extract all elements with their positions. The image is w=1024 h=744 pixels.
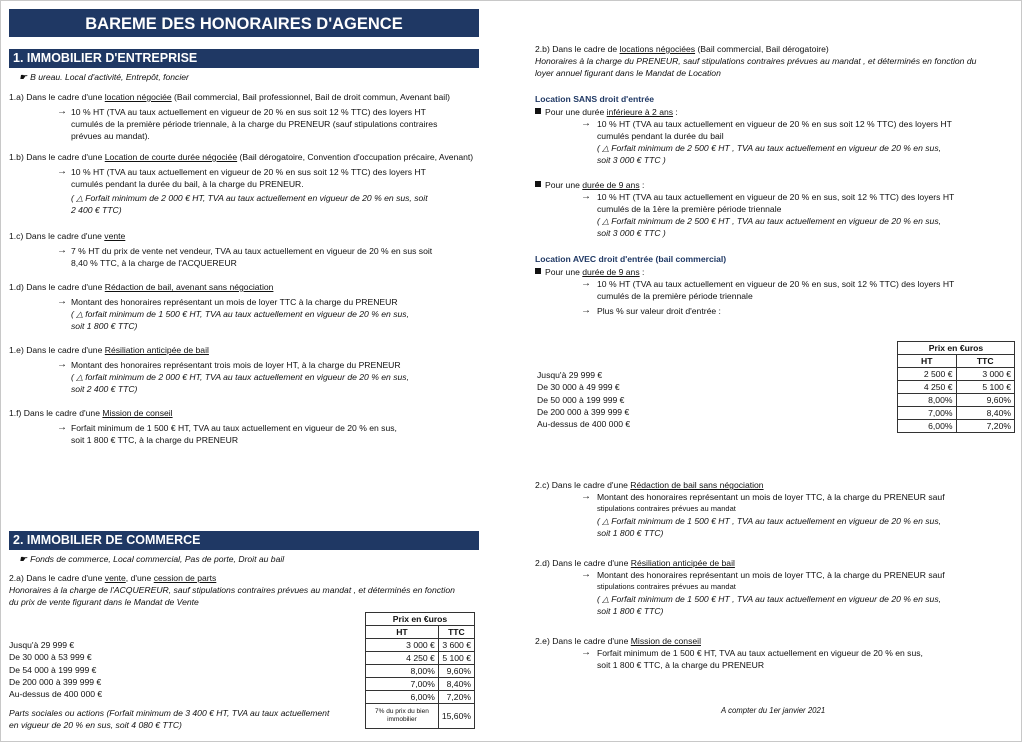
item-1f: 1.f) Dans le cadre d'une Mission de conseil [9, 408, 173, 418]
table-cell: 3 000 € [956, 368, 1015, 381]
sale-fee-table [365, 612, 475, 729]
tier-label: Au-dessus de 400 000 € [9, 689, 103, 700]
table-cell: 9,60% [956, 394, 1015, 407]
item-2d: 2.d) Dans le cadre d'une Résiliation anticipée de bail → Montant des honoraires représentant un mois de loyer TTC, à la charge du PRENEUR sauf stipulations contraires prévues au mandat ( △ Forfait minimum de 1 500 € HT , TVA au taux actuellement en vigueur de 20 % en sus, soit 1 800 € TTC) [535, 558, 945, 616]
sans-option-1: Pour une durée inférieure à 2 ans : [535, 106, 1019, 118]
section-1-header: 1. IMMOBILIER D'ENTREPRISE [9, 49, 479, 68]
droit-entree-fee-table [897, 341, 1015, 433]
effective-date: A compter du 1er janvier 2021 [721, 706, 826, 715]
arrow-icon: → [581, 191, 591, 202]
table-cell: 3 000 € [366, 639, 439, 652]
arrow-icon: → [57, 245, 67, 256]
item-2c: 2.c) Dans le cadre d'une Rédaction de bail sans négociation → Montant des honoraires représentant un mois de loyer TTC, à la charge du PRENEUR sauf stipulations contraires prévues au mandat ( △ Forfait minimum de 1 500 € HT , TVA au taux actuellement en vigueur de 20 % en sus, soit 1 800 € TTC) [535, 480, 945, 538]
bullet-square-icon [535, 268, 541, 274]
tier-label: De 54 000 à 199 999 € [9, 664, 97, 675]
item-2b: 2.b) Dans le cadre de locations négociées (Bail commercial, Bail dérogatoire) Honoraires à la charge du PRENEUR, sauf stipulations contraires prévues au mandat , et déterminés en fonction du loyer annuel figurant dans le Mandat de Location Location SANS droit d'entrée Pour une durée inférieure à 2 ans : → 10 % HT (TVA au taux actuellement en vigueur de 20 % en sus soit 12 % TTC) des loyers HT cumulés pendant la durée du bail ( △ Forfait minimum de 2 500 € HT , TVA au taux actuellement en vigueur de 20 % en sus, soit 3 000 € TTC ) Pour une durée de 9 ans : → 10 % HT (TVA au taux actuellement en vigueur de 20 % en sus, soit 12 % TTC) des loyers HT cumulés de la 1ère la première période triennale ( △ Forfait minimum de 2 500 € HT , TVA au taux actuellement en vigueur de 20 % en sus, soit 3 000 € TTC ) Location AVEC droit d'entrée (bail commercial) Pour une durée de 9 ans : → 10 % HT (TVA au taux actuellement en vigueur de 20 % en sus, soit 12 % TTC) des loyers HT cumulés de la première période triennale → Plus % sur valeur droit d'entrée : [535, 43, 1019, 317]
section-2 [9, 531, 479, 608]
item-1a-detail: → 10 % HT (TVA au taux actuellement en vigueur de 20 % en sus soit 12 % TTC) des loyers HT cumulés de la première période triennale, à la charge du PRENEUR (sauf stipulations contraires prévues au mandat). [57, 106, 438, 141]
table-cell: 5 100 € [438, 652, 474, 665]
table-cell: 7,00% [366, 678, 439, 691]
arrow-icon: → [57, 422, 67, 433]
table-cell: 9,60% [438, 665, 474, 678]
arrow-icon: → [57, 296, 67, 307]
avec-option-detail: → 10 % HT (TVA au taux actuellement en vigueur de 20 % en sus, soit 12 % TTC) des loyers HT cumulés de la première période triennale → Plus % sur valeur droit d'entrée : [581, 278, 955, 316]
table-cell: 4 250 € [898, 381, 957, 394]
section-2-subtitle: ☛ Fonds de commerce, Local commercial, Pas de porte, Droit au bail [19, 554, 285, 564]
table-cell: 2 500 € [898, 368, 957, 381]
pointing-hand-icon: ☛ [19, 72, 28, 82]
tier-label: De 30 000 à 49 999 € [537, 382, 620, 393]
section-2-header: 2. IMMOBILIER DE COMMERCE [9, 531, 479, 550]
arrow-icon: → [581, 118, 591, 129]
tier-label: Jusqu'à 29 999 € [9, 640, 75, 650]
arrow-icon: → [581, 491, 591, 502]
table-cell: 8,40% [956, 407, 1015, 420]
table-cell: 8,00% [366, 665, 439, 678]
table-cell: 6,00% [366, 691, 439, 704]
sans-title: Location SANS droit d'entrée [535, 94, 655, 104]
tier-label: Au-dessus de 400 000 € [537, 419, 631, 430]
tier-label: De 200 000 à 399 999 € [537, 406, 630, 417]
table-cell: 7% du prix du bien immobilier [366, 704, 439, 729]
table-cell: 7,20% [438, 691, 474, 704]
left-column [9, 1, 479, 730]
table-cell: 8,40% [438, 678, 474, 691]
bullet-square-icon [535, 108, 541, 114]
col-header-ttc: TTC [956, 355, 1015, 368]
table-cell: 7,00% [898, 407, 957, 420]
item-1c-detail: → 7 % HT du prix de vente net vendeur, TVA au taux actuellement en vigueur de 20 % en sus soit 8,40 % TTC, à la charge de l'ACQUEREUR [57, 245, 433, 268]
arrow-icon: → [581, 647, 591, 658]
arrow-icon: → [57, 359, 67, 370]
item-2a-note-1: Honoraires à la charge de l'ACQUEREUR, sauf stipulations contraires prévues au mandat , et déterminés en fonction [9, 585, 455, 595]
avec-option: Pour une durée de 9 ans : [535, 266, 1019, 278]
item-1a: 1.a) Dans le cadre d'une location négociée (Bail commercial, Bail professionnel, Bail de droit commun, Avenant bail) [9, 92, 450, 102]
table-cell: 8,00% [898, 394, 957, 407]
table-cell: 15,60% [438, 704, 474, 729]
col-header-ht: HT [898, 355, 957, 368]
item-1b: 1.b) Dans le cadre d'une Location de courte durée négociée (Bail dérogatoire, Convention d'occupation précaire, Avenant) [9, 152, 474, 162]
item-1d: 1.d) Dans le cadre d'une Rédaction de bail, avenant sans négociation [9, 282, 274, 292]
item-2e: 2.e) Dans le cadre d'une Mission de conseil → Forfait minimum de 1 500 € HT, TVA au taux actuellement en vigueur de 20 % en sus, soit 1 800 € TTC, à la charge du PRENEUR [535, 636, 923, 670]
table-title: Prix en €uros [366, 613, 475, 626]
table-cell: 4 250 € [366, 652, 439, 665]
parts-sociales-note: Parts sociales ou actions (Forfait minimum de 3 400 € HT, TVA au taux actuellement en vigueur de 20 % en sus, soit 4 080 € TTC) [9, 708, 330, 730]
col-header-ttc: TTC [438, 626, 474, 639]
item-2a-note-2: du prix de vente figurant dans le Mandat de Vente [9, 597, 199, 607]
table-cell: 6,00% [898, 420, 957, 433]
sans-option-2-detail: → 10 % HT (TVA au taux actuellement en vigueur de 20 % en sus, soit 12 % TTC) des loyers HT cumulés de la 1ère la première période triennale ( △ Forfait minimum de 2 500 € HT , TVA au taux actuellement en vigueur de 20 % en sus, soit 3 000 € TTC ) [581, 191, 955, 238]
item-1e: 1.e) Dans le cadre d'une Résiliation anticipée de bail [9, 345, 209, 355]
item-1e-detail: → Montant des honoraires représentant trois mois de loyer HT, à la charge du PRENEUR ( △ forfait minimum de 2 000 € HT, TVA au taux actuellement en vigueur de 20 % en sus, soit 2 400 € TTC) [57, 359, 409, 394]
section-1-subtitle: ☛ B ureau. Local d'activité, Entrepôt, foncier [19, 72, 189, 82]
pointing-hand-icon: ☛ [19, 554, 28, 564]
table-cell: 3 600 € [438, 639, 474, 652]
page-title: BAREME DES HONORAIRES D'AGENCE [9, 9, 479, 37]
tier-label: De 200 000 à 399 999 € [9, 676, 102, 687]
item-1b-detail: → 10 % HT (TVA au taux actuellement en vigueur de 20 % en sus soit 12 % TTC) des loyers HT cumulés pendant la durée du bail, à la charge du PRENEUR. ( △ Forfait minimum de 2 000 € HT, TVA au taux actuellement en vigueur de 20 % en sus, soit 2 400 € TTC) [57, 166, 428, 215]
arrow-icon: → [581, 278, 591, 289]
item-1f-detail: → Forfait minimum de 1 500 € HT, TVA au taux actuellement en vigueur de 20 % en sus, soit 1 800 € TTC, à la charge du PRENEUR [57, 422, 397, 445]
item-2a: 2.a) Dans le cadre d'une vente, d'une cession de parts [9, 573, 217, 583]
section-1 [9, 49, 479, 446]
sale-tiers [9, 639, 102, 700]
table-title: Prix en €uros [898, 342, 1015, 355]
table-cell: 7,20% [956, 420, 1015, 433]
tier-label: De 30 000 à 53 999 € [9, 652, 92, 663]
arrow-icon: → [581, 305, 591, 316]
arrow-icon: → [57, 106, 67, 117]
droit-entree-tiers [537, 369, 630, 430]
item-1c: 1.c) Dans le cadre d'une vente [9, 231, 126, 241]
table-cell: 5 100 € [956, 381, 1015, 394]
bullet-square-icon [535, 181, 541, 187]
arrow-icon: → [581, 569, 591, 580]
col-header-ht: HT [366, 626, 439, 639]
item-1d-detail: → Montant des honoraires représentant un mois de loyer TTC à la charge du PRENEUR ( △ forfait minimum de 1 500 € HT, TVA au taux actuellement en vigueur de 20 % en sus, soit 1 800 € TTC) [57, 296, 409, 331]
sans-option-2: Pour une durée de 9 ans : [535, 179, 1019, 191]
tier-label: Jusqu'à 29 999 € [537, 370, 603, 380]
arrow-icon: → [57, 166, 67, 177]
tier-label: De 50 000 à 199 999 € [537, 394, 625, 405]
avec-title: Location AVEC droit d'entrée (bail commercial) [535, 254, 727, 264]
sans-option-1-detail: → 10 % HT (TVA au taux actuellement en vigueur de 20 % en sus soit 12 % TTC) des loyers HT cumulés pendant la durée du bail ( △ Forfait minimum de 2 500 € HT , TVA au taux actuellement en vigueur de 20 % en sus, soit 3 000 € TTC ) [581, 118, 952, 165]
